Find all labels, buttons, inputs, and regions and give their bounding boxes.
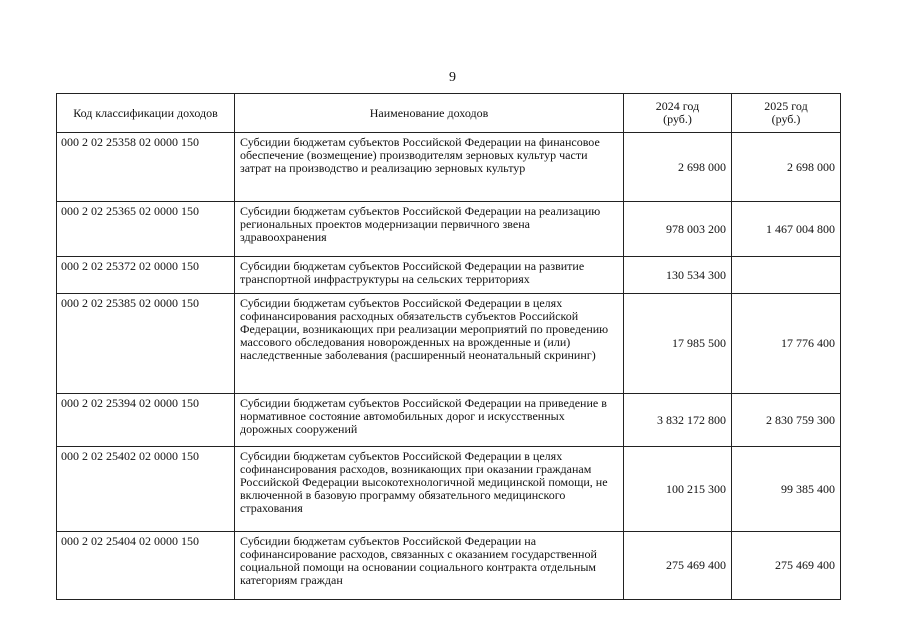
row-amount-2024: 3 832 172 800 [624,394,732,447]
table-row [57,394,841,447]
row-code: 000 2 02 25372 02 0000 150 [57,257,235,294]
header-2025 [732,94,841,133]
page-number: 9 [449,70,456,85]
row-amount-2024: 2 698 000 [624,133,732,202]
row-amount-2024: 17 985 500 [624,294,732,394]
row-name: Субсидии бюджетам субъектов Российской Федерации на финансовое обеспечение (возмещение) производителям зерновых культур части затрат на производство и реализацию зерновых культур [235,133,624,202]
table-row [57,447,841,532]
header-2024-year: 2024 год [655,99,700,113]
table-row [57,532,841,600]
row-code: 000 2 02 25394 02 0000 150 [57,394,235,447]
table-row [57,202,841,257]
header-code-label: Код классификации доходов [73,105,218,120]
row-name: Субсидии бюджетам субъектов Российской Федерации на развитие транспортной инфраструктуры на сельских территориях [235,257,624,294]
header-name-label: Наименование доходов [369,105,489,120]
table-row [57,257,841,294]
row-amount-2025: 2 830 759 300 [732,394,841,447]
row-amount-2024: 100 215 300 [624,447,732,532]
table-row [57,133,841,202]
row-name: Субсидии бюджетам субъектов Российской Федерации в целях софинансирования расходных обязательств субъектов Российской Федерации, возникающих при реализации мероприятий по проведению массового обследования новорожденных на врожденные и (или) наследственные заболевания (расширенный неонатальный скрининг) [235,294,624,394]
header-2025-unit: (руб.) [771,112,801,126]
row-name: Субсидии бюджетам субъектов Российской Федерации на софинансирование расходов, связанных с оказанием государственной социальной помощи на основании социального контракта отдельным категориям граждан [235,532,624,600]
row-name: Субсидии бюджетам субъектов Российской Федерации на реализацию региональных проектов модернизации первичного звена здравоохранения [235,202,624,257]
row-code: 000 2 02 25358 02 0000 150 [57,133,235,202]
table-header-row [57,94,841,133]
row-amount-2024: 275 469 400 [624,532,732,600]
header-2024-unit: (руб.) [663,112,692,126]
header-name [235,94,624,133]
row-amount-2025: 2 698 000 [732,133,841,202]
row-amount-2025: 17 776 400 [732,294,841,394]
row-name: Субсидии бюджетам субъектов Российской Федерации в целях софинансирования расходов, возникающих при оказании гражданам Российской Федерации высокотехнологичной медицинской помощи, не включенной в базовую программу обязательного медицинского страхования [235,447,624,532]
row-code: 000 2 02 25402 02 0000 150 [57,447,235,532]
row-amount-2025: 1 467 004 800 [732,202,841,257]
row-amount-2024: 978 003 200 [624,202,732,257]
row-code: 000 2 02 25365 02 0000 150 [57,202,235,257]
table-row [57,294,841,394]
row-amount-2025: 275 469 400 [732,532,841,600]
income-table [56,93,841,600]
header-2024 [624,94,732,133]
row-code: 000 2 02 25404 02 0000 150 [57,532,235,600]
row-amount-2025: 99 385 400 [732,447,841,532]
row-amount-2025 [732,257,841,294]
row-name: Субсидии бюджетам субъектов Российской Федерации на приведение в нормативное состояние автомобильных дорог и искусственных дорожных сооружений [235,394,624,447]
header-2025-year: 2025 год [764,99,808,113]
header-code [57,94,235,133]
row-code: 000 2 02 25385 02 0000 150 [57,294,235,394]
row-amount-2024: 130 534 300 [624,257,732,294]
